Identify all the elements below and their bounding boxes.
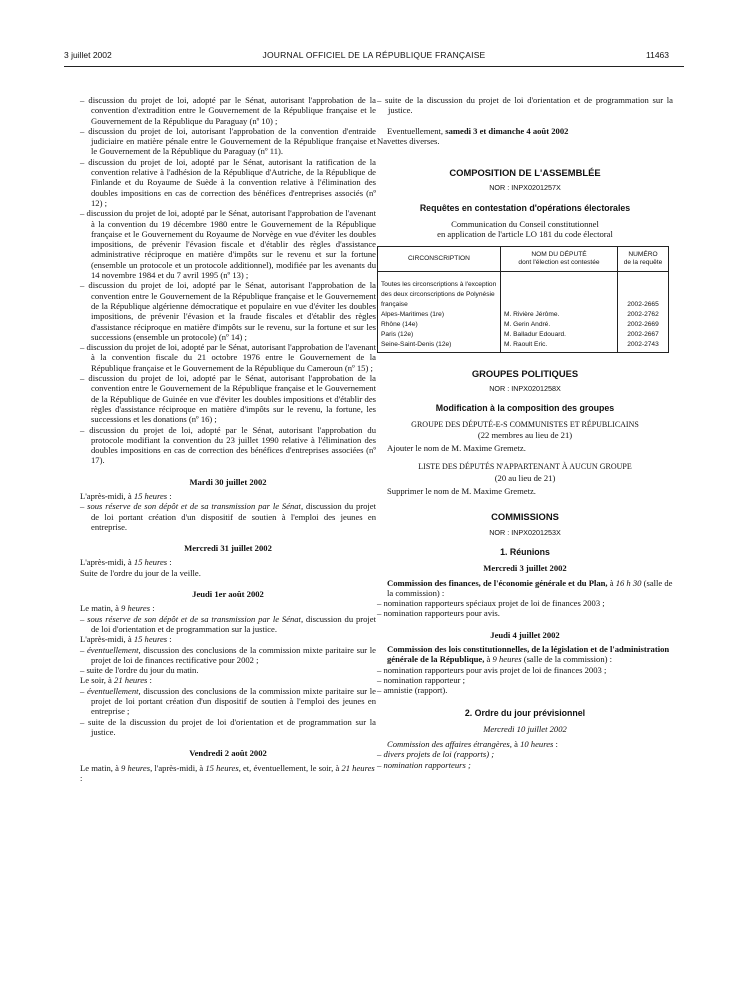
commission-line: Commission des lois constitutionnelles, de la législation et de l'administration générale de la République, à 9 heures (salle de la commission) :: [387, 644, 670, 665]
list-item: – amnistie (rapport).: [377, 685, 448, 696]
list-item: – nomination rapporteurs spéciaux projet de loi de finances 2003 ;: [377, 598, 605, 609]
table-row: [378, 271, 669, 310]
agenda-text: Suite de l'ordre du jour de la veille.: [80, 567, 201, 578]
table-row: [378, 330, 669, 340]
nor-reference: NOR : INPX0201253X: [489, 527, 561, 537]
nor-reference: NOR : INPX0201257X: [489, 183, 561, 193]
group-count: (22 membres au lieu de 21): [477, 429, 573, 440]
list-item: – suite de la discussion du projet de loi d'orientation et de programmation sur la justice.: [80, 716, 376, 737]
table-cell-circ: Paris (12e): [378, 330, 501, 340]
table-header-depute: NOM DU DÉPUTÉ dont l'élection est contestée: [501, 246, 618, 271]
table-cell-num: 2002-2762: [618, 310, 669, 320]
commissions-heading: COMMISSIONS: [491, 511, 559, 523]
communication-line: en application de l'article LO 181 du code électoral: [437, 229, 613, 240]
journal-title: JOURNAL OFFICIEL DE LA RÉPUBLIQUE FRANÇAISE: [262, 50, 486, 60]
list-item: – suite de l'ordre du jour du matin.: [80, 665, 199, 676]
communication-line: Communication du Conseil constitutionnel: [451, 219, 599, 230]
table-header-numero: NUMÉRO de la requête: [618, 246, 669, 271]
eventuellement-line: Eventuellement, samedi 3 et dimanche 4 août 2002: [387, 125, 569, 136]
list-item: – discussion du projet de loi, adopté par le Sénat, autorisant l'approbation de la convention entre le Gouvernement de la République française et le Gouvernement de la République algérienne démocratique et populaire en vue d'éviter les doubles impositions, de prévenir l'évasion et la fraude fiscales et d'établir des règles d'assistance réciproque en matière d'impôts sur le revenu, sur la fortune et sur les successions (ensemble un protocole) (nº 14) ;: [80, 280, 376, 342]
list-item: – éventuellement, discussion des conclusions de la commission mixte paritaire sur le projet de loi de finances rectificative pour 2002 ;: [80, 644, 376, 665]
list-item: – discussion du projet de loi, adopté par le Sénat, autorisant l'approbation de la convention entre le Gouvernement de la République française et le Gouvernement de la République de Guinée en vue d'éviter les doubles impositions et d'établir des règles d'assistance réciproque en matière d'impôts sur le revenu, la fortune, les successions et les donations (nº 16) ;: [80, 373, 376, 425]
day-heading-jeudi: Jeudi 1er août 2002: [192, 589, 264, 600]
list-item: – sous réserve de son dépôt et de sa transmission par le Sénat, discussion du projet de loi d'orientation et de programmation sur la justice.: [80, 613, 376, 634]
session-time: Le matin, à 9 heures, l'après-midi, à 15 heures, et, éventuellement, le soir, à 21 heures :: [80, 762, 375, 783]
page-header: [0, 50, 748, 64]
list-item: – divers projets de loi (rapports) ;: [377, 749, 495, 760]
navettes-text: Navettes diverses.: [377, 135, 440, 146]
list-item: – nomination rapporteurs pour avis projet de loi de finances 2003 ;: [377, 664, 607, 675]
nor-reference: NOR : INPX0201258X: [489, 383, 561, 393]
requetes-subheading: Requêtes en contestation d'opérations électorales: [419, 202, 631, 213]
composition-heading: COMPOSITION DE L'ASSEMBLÉE: [449, 167, 601, 179]
right-column: [377, 95, 673, 770]
session-time: L'après-midi, à 15 heures :: [80, 634, 172, 645]
table-cell-num: 2002-2669: [618, 320, 669, 330]
reunions-heading: 1. Réunions: [500, 546, 550, 557]
group-name: GROUPE DES DÉPUTÉ-E-S COMMUNISTES ET RÉPUBLICAINS: [411, 419, 639, 429]
session-time: L'après-midi, à 15 heures :: [80, 490, 172, 501]
list-item: – discussion du projet de loi, adopté par le Sénat, autorisant la ratification de la convention relative à l'adhésion de la République d'Autriche, de la République de Finlande et du Royaume de Suède à la convention relative à l'élimination des doubles impositions en cas de correction des bénéfices d'entreprises associés (nº 12) ;: [80, 156, 376, 208]
group-count: (20 au lieu de 21): [494, 472, 556, 483]
list-item: – nomination rapporteurs ;: [377, 759, 471, 770]
table-cell-circ: Rhône (14e): [378, 320, 501, 330]
header-date: 3 juillet 2002: [64, 50, 112, 60]
header-rule: [64, 66, 684, 67]
session-time: L'après-midi, à 15 heures :: [80, 557, 172, 568]
list-item: – suite de la discussion du projet de loi d'orientation et de programmation sur la justice.: [377, 95, 673, 116]
table-cell-name: M. Balladur Edouard.: [501, 330, 618, 340]
day-heading-mardi: Mardi 30 juillet 2002: [189, 476, 267, 487]
table-cell-circ: Seine-Saint-Denis (12e): [378, 340, 501, 353]
meeting-date: Mercredi 3 juillet 2002: [483, 563, 567, 574]
modification-subheading: Modification à la composition des groupes: [435, 403, 615, 414]
table-cell-name: [501, 271, 618, 310]
list-item: – éventuellement, discussion des conclusions de la commission mixte paritaire sur le projet de loi portant création d'un dispositif de soutien à l'emploi des jeunes en entreprise ;: [80, 685, 376, 717]
commission-line: Commission des affaires étrangères, à 10 heures :: [387, 739, 558, 750]
table-row: [378, 340, 669, 353]
group-action: Supprimer le nom de M. Maxime Gremetz.: [387, 486, 536, 497]
session-time: Le matin, à 9 heures :: [80, 603, 155, 614]
table-cell-circ: Toutes les circonscriptions à l'exception des deux circonscriptions de Polynésie française: [378, 271, 501, 310]
ordre-du-jour-heading: 2. Ordre du jour prévisionnel: [464, 707, 586, 718]
day-heading-mercredi: Mercredi 31 juillet 2002: [184, 543, 272, 554]
table-row: [378, 310, 669, 320]
list-item: – discussion du projet de loi, adopté par le Sénat, autorisant l'approbation de l'avenant à la convention du 19 décembre 1980 entre le Gouvernement de la République française et le Gouvernement du Royaume de Norvège en vue d'éviter les doubles impositions, de prévenir l'évasion fiscale et d'établir des règles d'assistance administrative réciproque en matière d'impôts sur le revenu et sur la fortune (ensemble un protocole et un protocole additionnel), modifiée par les avenants du 14 novembre 1984 et du 7 avril 1995 (nº 13) ;: [80, 208, 376, 281]
table-cell-circ: Alpes-Maritimes (1re): [378, 310, 501, 320]
meeting-date: Jeudi 4 juillet 2002: [490, 629, 560, 640]
page-number: 11463: [646, 50, 670, 60]
list-item: – discussion du projet de loi, adopté par le Sénat, autorisant l'approbation de l'avenant à la convention fiscale du 21 octobre 1976 entre le Gouvernement de la République française et le Gouvernement de la République du Cameroun (nº 15) ;: [80, 342, 376, 373]
table-cell-num: 2002-2667: [618, 330, 669, 340]
table-header-circonscription: CIRCONSCRIPTION: [378, 246, 501, 271]
table-cell-num: 2002-2743: [618, 340, 669, 353]
session-time: Le soir, à 21 heures :: [80, 675, 152, 686]
table-cell-name: M. Rivière Jérôme.: [501, 310, 618, 320]
list-item: – nomination rapporteur ;: [377, 674, 466, 685]
left-column: [80, 95, 376, 783]
list-item: – discussion du projet de loi, adopté par le Sénat, autorisant l'approbation de la convention d'extradition entre le Gouvernement de la République française et le Gouvernement de la République du Paraguay (nº 10) ;: [80, 95, 376, 126]
day-heading-vendredi: Vendredi 2 août 2002: [189, 748, 267, 759]
table-cell-num: 2002-2665: [618, 271, 669, 310]
table-row: [378, 320, 669, 330]
list-item: – discussion du projet de loi, autorisant l'approbation de la convention d'entraide judiciaire en matière pénale entre le Gouvernement de la République française et le Gouvernement de la République du Paraguay (nº 11).: [80, 125, 376, 157]
group-action: Ajouter le nom de M. Maxime Gremetz.: [387, 443, 526, 454]
list-item: – discussion du projet de loi, adopté par le Sénat, autorisant l'approbation du protocole modifiant la convention du 23 juillet 1990 relative à l'élimination des doubles impositions en cas de correction des bénéfices d'entreprises associées (nº 17).: [80, 424, 376, 466]
list-item: – sous réserve de son dépôt et de sa transmission par le Sénat, discussion du projet de loi portant création d'un dispositif de soutien à l'emploi des jeunes en entreprise.: [80, 501, 376, 532]
list-item: – nomination rapporteurs pour avis.: [377, 608, 500, 619]
table-cell-name: M. Raoult Eric.: [501, 340, 618, 353]
meeting-date: Mercredi 10 juillet 2002: [483, 723, 567, 734]
requetes-table: [377, 246, 669, 353]
commission-line: Commission des finances, de l'économie générale et du Plan, à 16 h 30 (salle de la commission) :: [387, 577, 673, 598]
table-cell-name: M. Gerin André.: [501, 320, 618, 330]
group-name: LISTE DES DÉPUTÉS N'APPARTENANT À AUCUN GROUPE: [418, 462, 632, 472]
groupes-heading: GROUPES POLITIQUES: [471, 367, 579, 379]
